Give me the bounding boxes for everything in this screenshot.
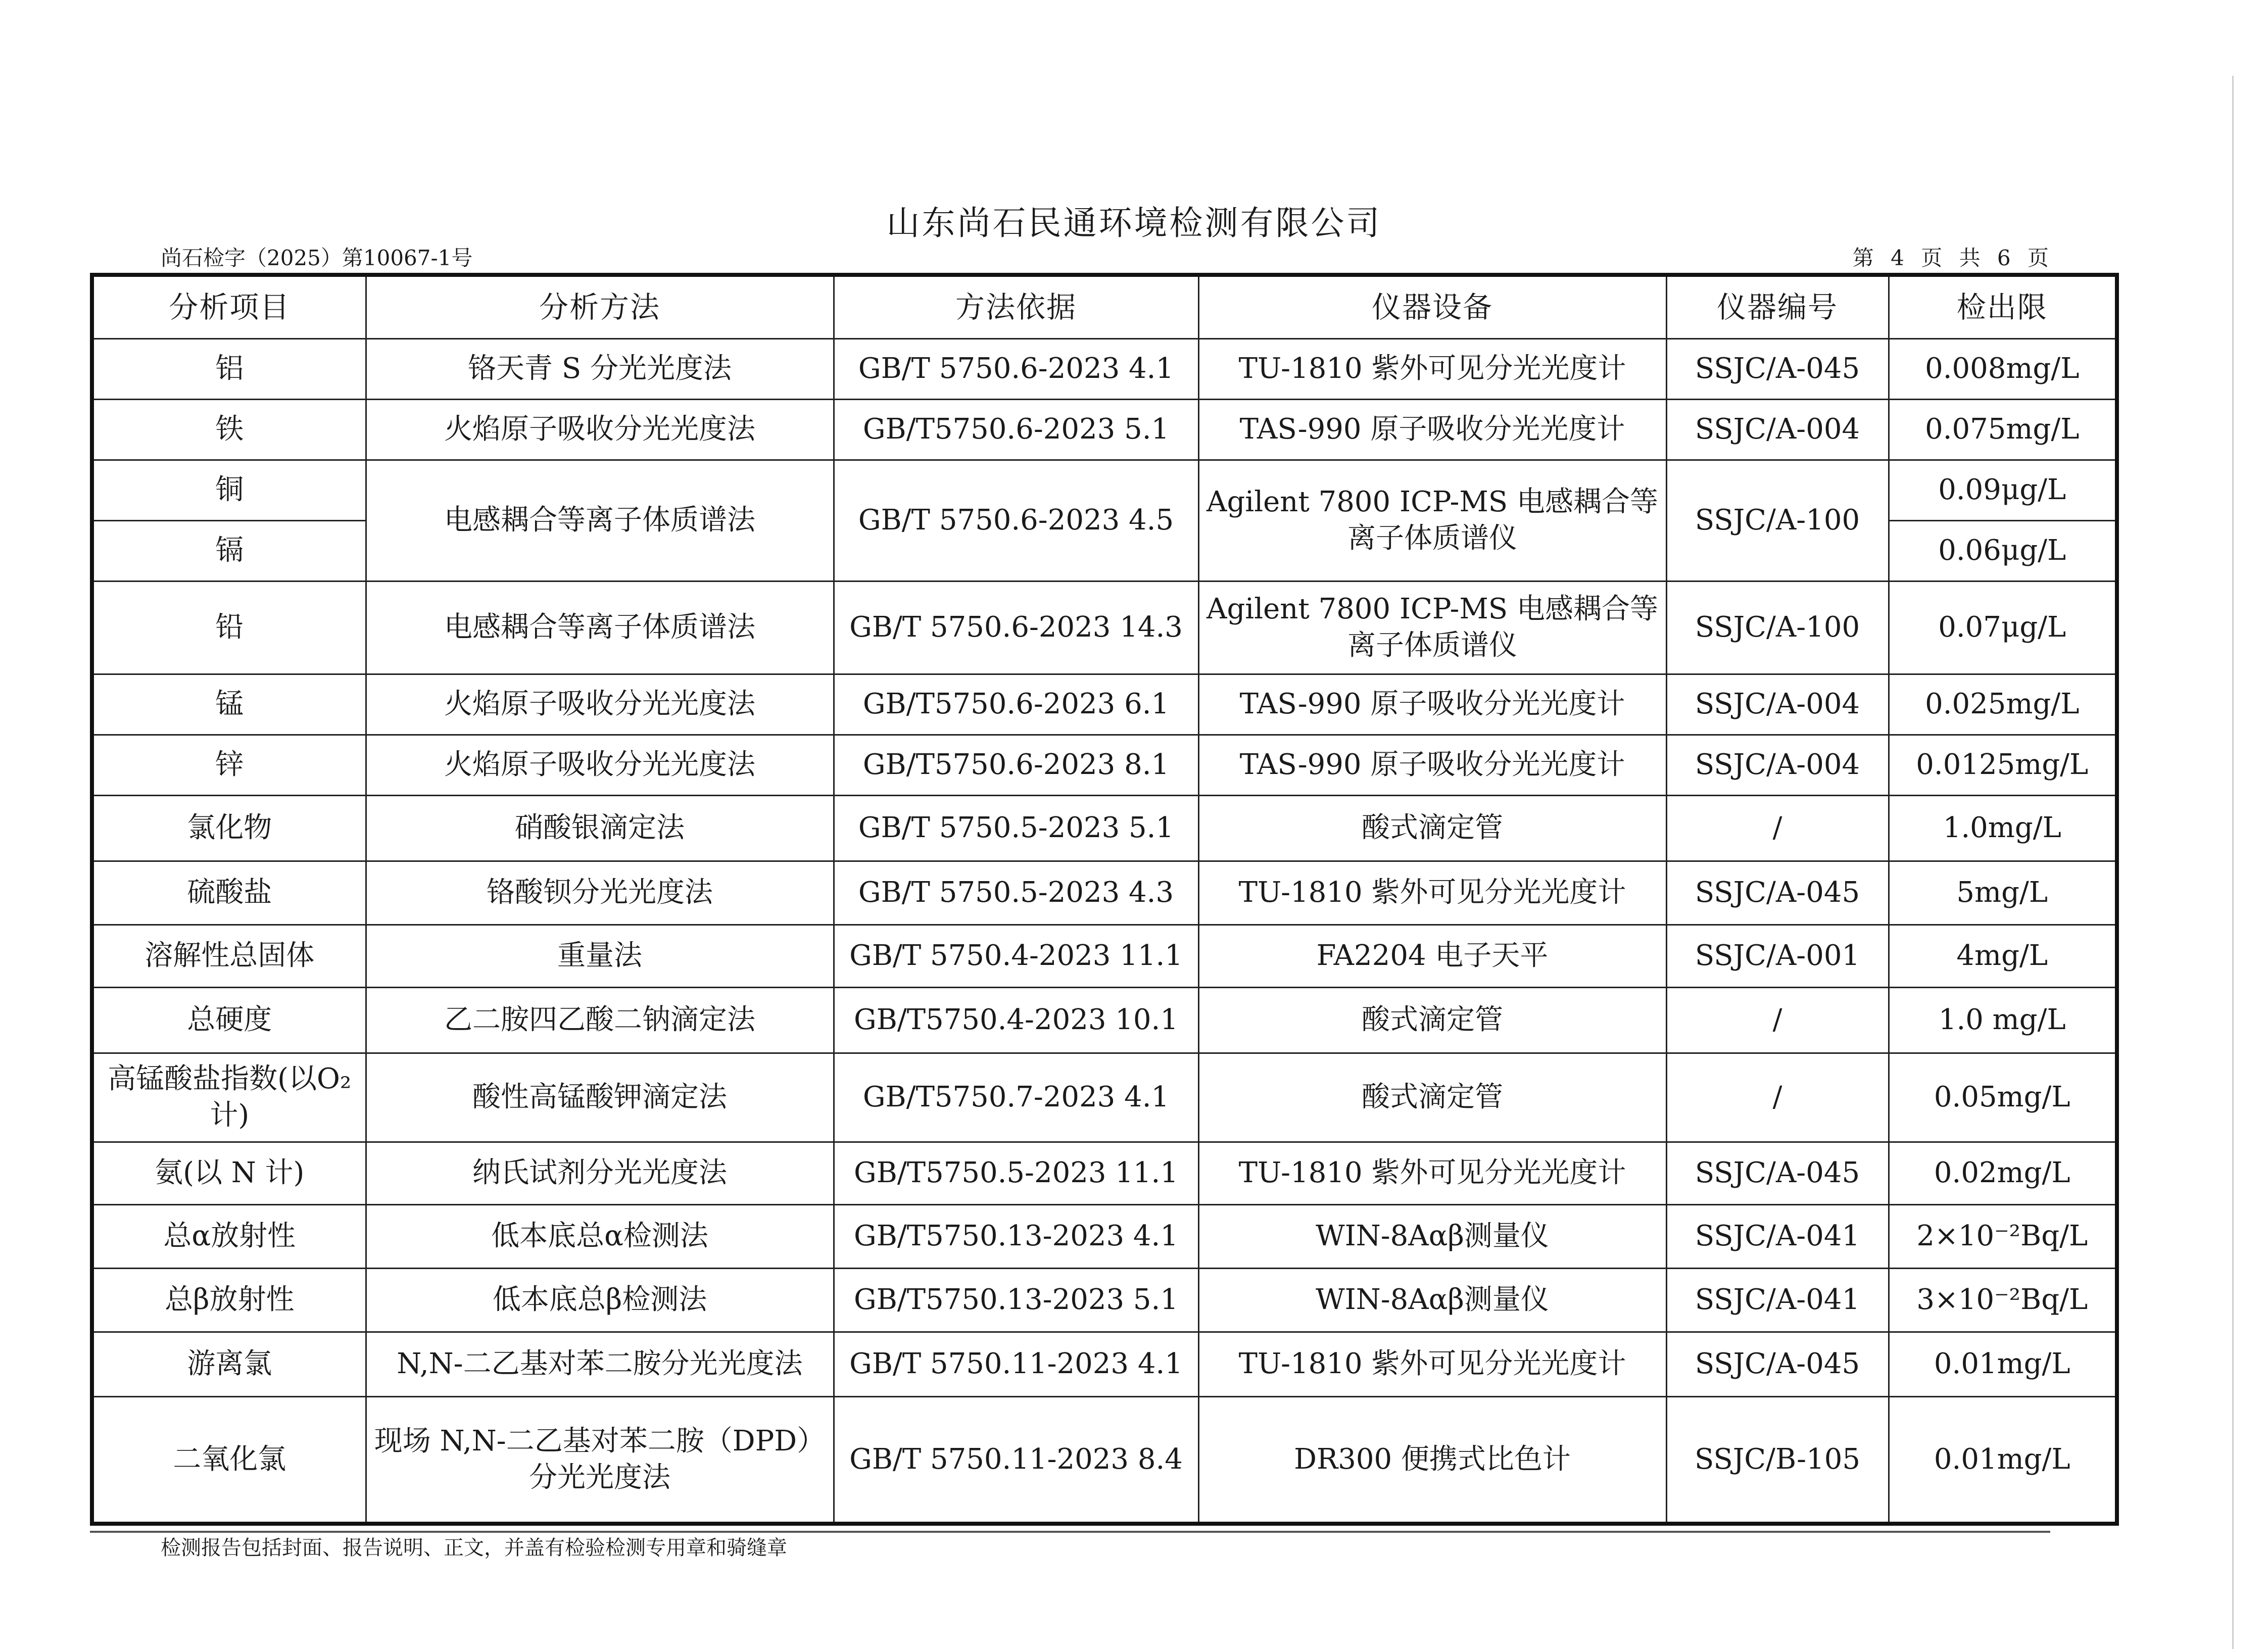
- cell-instrument-no: SSJC/A-001: [1666, 925, 1889, 987]
- cell-item: 铝: [92, 338, 366, 399]
- cell-item: 铅: [92, 581, 366, 674]
- cell-basis: GB/T 5750.11-2023 8.4: [834, 1396, 1198, 1524]
- cell-instrument-no: SSJC/A-004: [1666, 735, 1889, 795]
- cell-instrument: TU-1810 紫外可见分光光度计: [1198, 338, 1666, 399]
- cell-instrument: Agilent 7800 ICP-MS 电感耦合等离子体质谱仪: [1198, 460, 1666, 581]
- page-number: 第 4 页 共 6 页: [1852, 246, 2054, 270]
- column-header-item: 分析项目: [92, 275, 366, 338]
- cell-method: 火焰原子吸收分光光度法: [366, 674, 834, 735]
- cell-item: 硫酸盐: [92, 861, 366, 925]
- footer-note: 检测报告包括封面、报告说明、正文，并盖有检验检测专用章和骑缝章: [161, 1536, 787, 1560]
- cell-limit: 0.075mg/L: [1889, 399, 2117, 460]
- cell-instrument: WIN-8Aαβ测量仪: [1198, 1268, 1666, 1332]
- table-row: [92, 1204, 2117, 1268]
- cell-limit: 0.09μg/L: [1889, 460, 2117, 520]
- table-row: [92, 399, 2117, 460]
- cell-instrument: TU-1810 紫外可见分光光度计: [1198, 861, 1666, 925]
- cell-instrument-no: SSJC/A-045: [1666, 338, 1889, 399]
- table-row: [92, 1268, 2117, 1332]
- cell-instrument: 酸式滴定管: [1198, 987, 1666, 1053]
- cell-limit: 0.01mg/L: [1889, 1332, 2117, 1396]
- cell-limit: 0.025mg/L: [1889, 674, 2117, 735]
- cell-basis: GB/T 5750.6-2023 4.1: [834, 338, 1198, 399]
- table-row: [92, 674, 2117, 735]
- cell-instrument: TAS-990 原子吸收分光光度计: [1198, 735, 1666, 795]
- cell-instrument: TAS-990 原子吸收分光光度计: [1198, 399, 1666, 460]
- cell-instrument: TU-1810 紫外可见分光光度计: [1198, 1142, 1666, 1204]
- report-number: 尚石检字（2025）第10067-1号: [161, 246, 473, 270]
- cell-limit: 0.06μg/L: [1889, 520, 2117, 581]
- scan-edge-line: [2232, 76, 2234, 1649]
- cell-limit: 2×10⁻²Bq/L: [1889, 1204, 2117, 1268]
- column-header-instrument-no: 仪器编号: [1666, 275, 1889, 338]
- cell-instrument-no: /: [1666, 795, 1889, 861]
- cell-instrument-no: /: [1666, 987, 1889, 1053]
- cell-limit: 0.05mg/L: [1889, 1053, 2117, 1142]
- cell-instrument-no: SSJC/A-045: [1666, 1332, 1889, 1396]
- cell-method: N,N-二乙基对苯二胺分光光度法: [366, 1332, 834, 1396]
- cell-limit: 0.008mg/L: [1889, 338, 2117, 399]
- table-row: [92, 795, 2117, 861]
- table-row: [92, 581, 2117, 674]
- cell-method: 低本底总β检测法: [366, 1268, 834, 1332]
- cell-limit: 0.02mg/L: [1889, 1142, 2117, 1204]
- cell-item: 氯化物: [92, 795, 366, 861]
- cell-instrument: Agilent 7800 ICP-MS 电感耦合等离子体质谱仪: [1198, 581, 1666, 674]
- cell-item: 二氧化氯: [92, 1396, 366, 1524]
- table-row: [92, 861, 2117, 925]
- analysis-methods-table: [90, 273, 2119, 1526]
- cell-method: 电感耦合等离子体质谱法: [366, 581, 834, 674]
- cell-item: 氨(以 N 计): [92, 1142, 366, 1204]
- table-row: [92, 1142, 2117, 1204]
- cell-instrument-no: SSJC/B-105: [1666, 1396, 1889, 1524]
- cell-limit: 3×10⁻²Bq/L: [1889, 1268, 2117, 1332]
- cell-instrument-no: SSJC/A-041: [1666, 1268, 1889, 1332]
- cell-instrument: 酸式滴定管: [1198, 1053, 1666, 1142]
- cell-method: 火焰原子吸收分光光度法: [366, 735, 834, 795]
- table-row: [92, 1332, 2117, 1396]
- table-row: [92, 1396, 2117, 1524]
- column-header-basis: 方法依据: [834, 275, 1198, 338]
- cell-instrument-no: SSJC/A-004: [1666, 399, 1889, 460]
- cell-basis: GB/T 5750.11-2023 4.1: [834, 1332, 1198, 1396]
- cell-method: 现场 N,N-二乙基对苯二胺（DPD）分光光度法: [366, 1396, 834, 1524]
- cell-basis: GB/T5750.13-2023 4.1: [834, 1204, 1198, 1268]
- table-row: [92, 925, 2117, 987]
- cell-basis: GB/T 5750.6-2023 4.5: [834, 460, 1198, 581]
- cell-item: 铁: [92, 399, 366, 460]
- cell-instrument-no: SSJC/A-100: [1666, 581, 1889, 674]
- cell-limit: 1.0mg/L: [1889, 795, 2117, 861]
- column-header-instrument: 仪器设备: [1198, 275, 1666, 338]
- cell-method: 火焰原子吸收分光光度法: [366, 399, 834, 460]
- cell-instrument: TU-1810 紫外可见分光光度计: [1198, 1332, 1666, 1396]
- table-row: [92, 338, 2117, 399]
- cell-basis: GB/T 5750.5-2023 4.3: [834, 861, 1198, 925]
- cell-method: 硝酸银滴定法: [366, 795, 834, 861]
- cell-limit: 4mg/L: [1889, 925, 2117, 987]
- cell-instrument-no: SSJC/A-041: [1666, 1204, 1889, 1268]
- cell-basis: GB/T5750.4-2023 10.1: [834, 987, 1198, 1053]
- cell-item: 溶解性总固体: [92, 925, 366, 987]
- cell-method: 低本底总α检测法: [366, 1204, 834, 1268]
- cell-limit: 0.07μg/L: [1889, 581, 2117, 674]
- cell-method: 纳氏试剂分光光度法: [366, 1142, 834, 1204]
- cell-basis: GB/T 5750.4-2023 11.1: [834, 925, 1198, 987]
- cell-item: 总α放射性: [92, 1204, 366, 1268]
- cell-basis: GB/T5750.6-2023 5.1: [834, 399, 1198, 460]
- cell-instrument-no: SSJC/A-004: [1666, 674, 1889, 735]
- cell-basis: GB/T5750.13-2023 5.1: [834, 1268, 1198, 1332]
- cell-item: 锌: [92, 735, 366, 795]
- cell-item: 铜: [92, 460, 366, 520]
- table-header-row: [92, 275, 2117, 338]
- cell-limit: 1.0 mg/L: [1889, 987, 2117, 1053]
- table-row: [92, 1053, 2117, 1142]
- cell-item: 锰: [92, 674, 366, 735]
- cell-limit: 5mg/L: [1889, 861, 2117, 925]
- cell-method: 电感耦合等离子体质谱法: [366, 460, 834, 581]
- cell-method: 乙二胺四乙酸二钠滴定法: [366, 987, 834, 1053]
- cell-item: 高锰酸盐指数(以O₂计): [92, 1053, 366, 1142]
- cell-method: 铬酸钡分光光度法: [366, 861, 834, 925]
- cell-basis: GB/T5750.6-2023 6.1: [834, 674, 1198, 735]
- table-row: [92, 460, 2117, 520]
- cell-method: 酸性高锰酸钾滴定法: [366, 1053, 834, 1142]
- cell-basis: GB/T 5750.6-2023 14.3: [834, 581, 1198, 674]
- cell-instrument: WIN-8Aαβ测量仪: [1198, 1204, 1666, 1268]
- cell-instrument: FA2204 电子天平: [1198, 925, 1666, 987]
- cell-instrument: DR300 便携式比色计: [1198, 1396, 1666, 1524]
- cell-instrument: 酸式滴定管: [1198, 795, 1666, 861]
- column-header-method: 分析方法: [366, 275, 834, 338]
- cell-instrument: TAS-990 原子吸收分光光度计: [1198, 674, 1666, 735]
- table-row: [92, 735, 2117, 795]
- cell-limit: 0.01mg/L: [1889, 1396, 2117, 1524]
- cell-item: 镉: [92, 520, 366, 581]
- cell-method: 重量法: [366, 925, 834, 987]
- cell-basis: GB/T5750.6-2023 8.1: [834, 735, 1198, 795]
- cell-basis: GB/T5750.7-2023 4.1: [834, 1053, 1198, 1142]
- cell-limit: 0.0125mg/L: [1889, 735, 2117, 795]
- cell-item: 总硬度: [92, 987, 366, 1053]
- cell-basis: GB/T 5750.5-2023 5.1: [834, 795, 1198, 861]
- column-header-limit: 检出限: [1889, 275, 2117, 338]
- cell-item: 游离氯: [92, 1332, 366, 1396]
- cell-instrument-no: SSJC/A-045: [1666, 1142, 1889, 1204]
- cell-instrument-no: SSJC/A-100: [1666, 460, 1889, 581]
- cell-instrument-no: SSJC/A-045: [1666, 861, 1889, 925]
- table-row: [92, 987, 2117, 1053]
- cell-method: 铬天青 S 分光光度法: [366, 338, 834, 399]
- cell-instrument-no: /: [1666, 1053, 1889, 1142]
- company-name: 山东尚石民通环境检测有限公司: [886, 204, 1382, 243]
- cell-basis: GB/T5750.5-2023 11.1: [834, 1142, 1198, 1204]
- cell-item: 总β放射性: [92, 1268, 366, 1332]
